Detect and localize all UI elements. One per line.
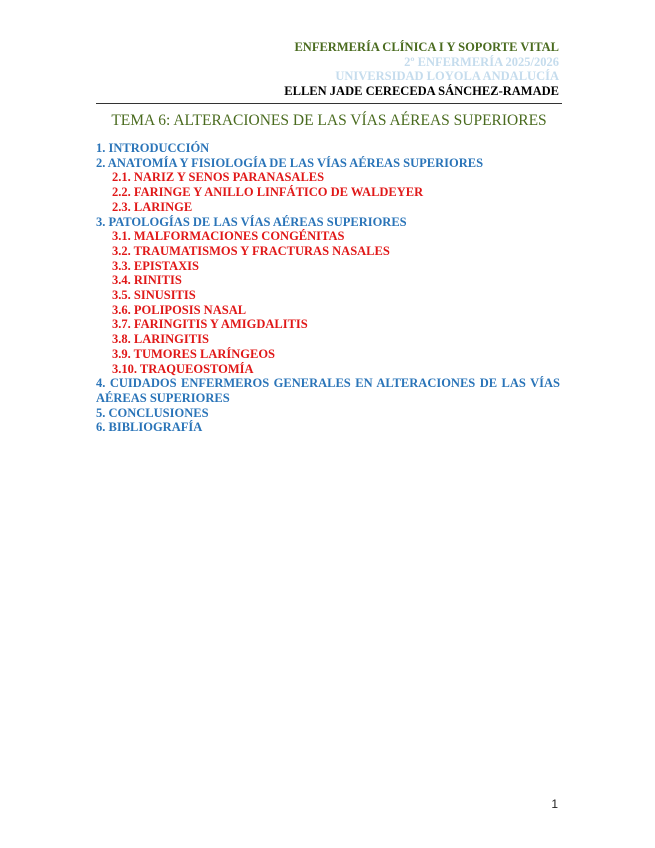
toc-subitem-sinusitis[interactable]: 3.5. SINUSITIS: [112, 288, 196, 303]
toc-subitem-laringitis[interactable]: 3.8. LARINGITIS: [112, 332, 209, 347]
table-of-contents: [96, 141, 560, 435]
page-number: 1: [551, 797, 558, 811]
toc-item-patologias[interactable]: 3. PATOLOGÍAS DE LAS VÍAS AÉREAS SUPERIORES: [96, 214, 407, 229]
toc-subitem-traumatismos[interactable]: 3.2. TRAUMATISMOS Y FRACTURAS NASALES: [112, 243, 390, 258]
header-course: ENFERMERÍA CLÍNICA I Y SOPORTE VITAL: [294, 40, 559, 54]
toc-subitem-epistaxis[interactable]: 3.3. EPISTAXIS: [112, 258, 199, 273]
toc-item-anatomia[interactable]: 2. ANATOMÍA Y FISIOLOGÍA DE LAS VÍAS AÉREAS SUPERIORES: [96, 155, 484, 170]
toc-subitem-poliposis[interactable]: 3.6. POLIPOSIS NASAL: [112, 302, 247, 317]
header-year: 2º ENFERMERÍA 2025/2026: [404, 55, 559, 69]
header-author: ELLEN JADE CERECEDA SÁNCHEZ-RAMADE: [284, 84, 559, 98]
toc-subitem-malformaciones[interactable]: 3.1. MALFORMACIONES CONGÉNITAS: [112, 229, 345, 244]
toc-subitem-tumores[interactable]: 3.9. TUMORES LARÍNGEOS: [112, 346, 275, 361]
header-divider: [96, 103, 562, 104]
toc-item-introduccion[interactable]: 1. INTRODUCCIÓN: [96, 141, 210, 155]
toc-subitem-rinitis[interactable]: 3.4. RINITIS: [112, 273, 182, 288]
toc-subitem-laringe[interactable]: 2.3. LARINGE: [112, 199, 193, 214]
toc-item-conclusiones[interactable]: 5. CONCLUSIONES: [96, 405, 209, 420]
toc-subitem-nariz[interactable]: 2.1. NARIZ Y SENOS PARANASALES: [112, 170, 325, 185]
toc-subitem-traqueostomia[interactable]: 3.10. TRAQUEOSTOMÍA: [112, 361, 254, 376]
toc-subitem-faringe[interactable]: 2.2. FARINGE Y ANILLO LINFÁTICO DE WALDEYER: [112, 185, 424, 200]
toc-item-cuidados[interactable]: 4. CUIDADOS ENFERMEROS GENERALES EN ALTERACIONES DE LAS VÍAS AÉREAS SUPERIORES: [96, 376, 560, 405]
page-title: TEMA 6: ALTERACIONES DE LAS VÍAS AÉREAS SUPERIORES: [111, 112, 547, 129]
header-university: UNIVERSIDAD LOYOLA ANDALUCÍA: [335, 69, 559, 83]
toc-subitem-faringitis[interactable]: 3.7. FARINGITIS Y AMIGDALITIS: [112, 317, 308, 332]
toc-item-bibliografia[interactable]: 6. BIBLIOGRAFÍA: [96, 420, 203, 435]
